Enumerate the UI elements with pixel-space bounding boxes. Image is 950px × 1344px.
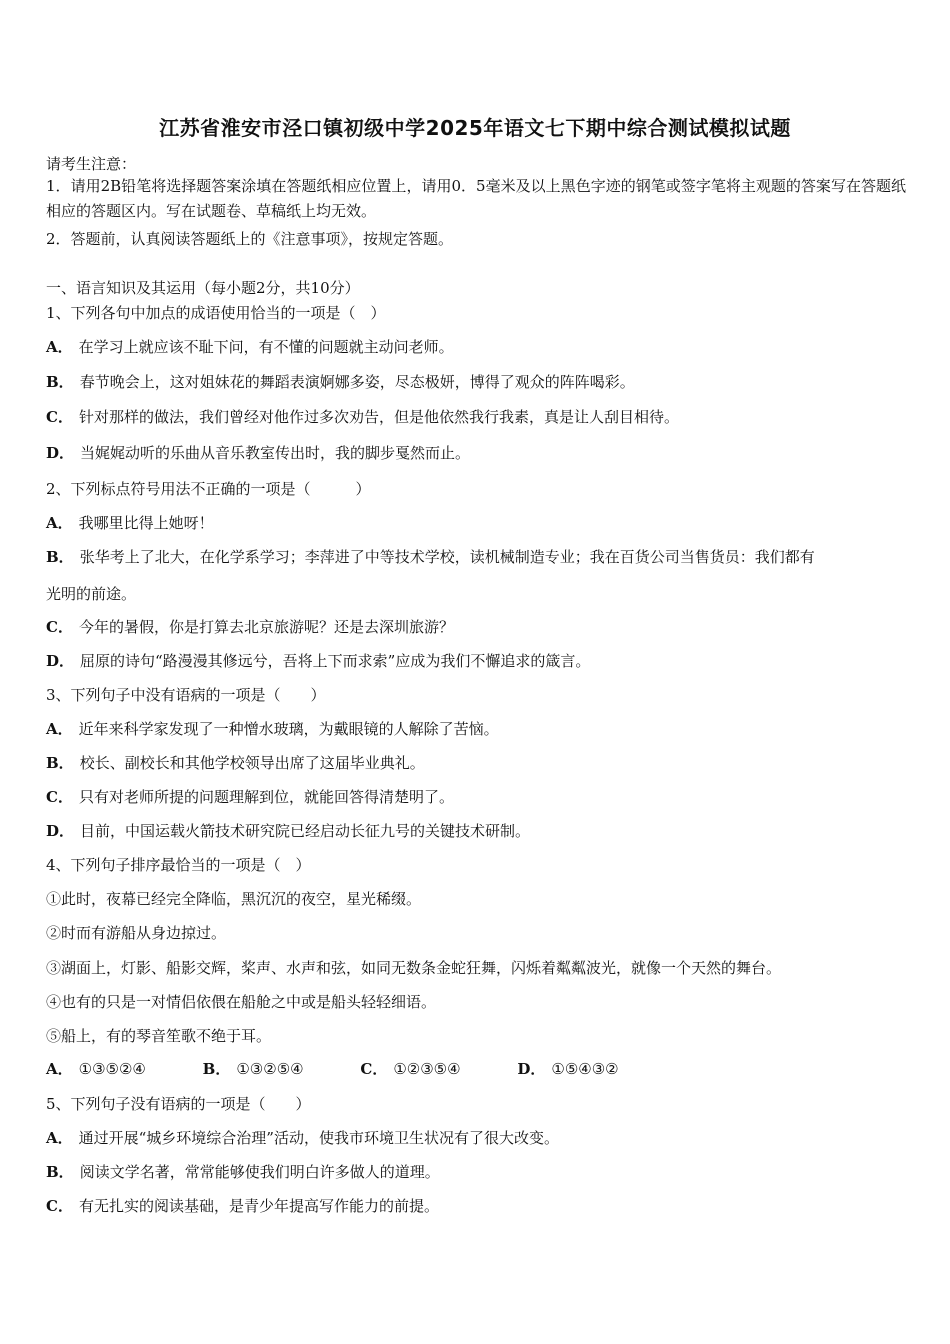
option-text: 屈原的诗句“路漫漫其修远兮，吾将上下而求索”应成为我们不懈追求的箴言。	[80, 652, 591, 670]
question-1-option-b	[46, 371, 635, 392]
option-label: B．	[46, 754, 74, 772]
option-label: C．	[46, 1197, 73, 1215]
question-1-option-c	[46, 406, 679, 427]
question-4-sentence-3: ③湖面上，灯影、船影交辉，桨声、水声和弦，如同无数条金蛇狂舞，闪烁着粼粼波光，就像一个天然的舞台。	[46, 959, 782, 977]
option-label: B．	[46, 1163, 74, 1181]
question-1-stem: 1、下列各句中加点的成语使用恰当的一项是（ ）	[46, 304, 386, 322]
option-text: 有无扎实的阅读基础，是青少年提高写作能力的前提。	[78, 1197, 439, 1215]
option-label: B．	[46, 548, 74, 566]
option-text: ①②③⑤④	[393, 1060, 461, 1078]
option-label: B．	[46, 373, 74, 391]
question-4-choices	[46, 1058, 671, 1079]
question-3-option-b	[46, 752, 425, 773]
question-1-option-d	[46, 442, 470, 463]
option-label: A．	[46, 514, 73, 532]
option-text: ①③②⑤④	[236, 1060, 304, 1078]
option-label: D．	[46, 444, 75, 462]
question-2-option-a	[46, 512, 214, 533]
question-4-sentence-1: ①此时，夜幕已经完全降临，黑沉沉的夜空，星光稀缀。	[46, 890, 422, 908]
question-3-stem: 3、下列句子中没有语病的一项是（ ）	[46, 686, 326, 704]
option-text: ①⑤④③②	[551, 1060, 619, 1078]
option-text: ①③⑤②④	[78, 1060, 146, 1078]
question-2-stem: 2、下列标点符号用法不正确的一项是（ ）	[46, 480, 371, 498]
option-label: B．	[202, 1060, 231, 1078]
question-5-option-a	[46, 1127, 559, 1148]
notice-item-1: 1．请用2B铅笔将选择题答案涂填在答题纸相应位置上，请用0．5毫米及以上黑色字迹的钢笔或签字笔将主观题的答案写在答题纸相应的答题区内。写在试题卷、草稿纸上均无效。	[46, 177, 906, 220]
option-label: C．	[360, 1060, 388, 1078]
option-label: A．	[46, 338, 73, 356]
option-text: 在学习上就应该不耻下问，有不懂的问题就主动问老师。	[78, 338, 454, 356]
option-label: D．	[517, 1060, 546, 1078]
question-1-option-a	[46, 336, 454, 357]
option-label: C．	[46, 408, 73, 426]
notice-item-2: 2．答题前，认真阅读答题纸上的《注意事项》，按规定答题。	[46, 230, 454, 248]
question-2-option-b-continued: 光明的前途。	[46, 585, 137, 603]
question-5-stem: 5、下列句子没有语病的一项是（ ）	[46, 1095, 311, 1113]
option-label: C．	[46, 788, 73, 806]
question-4-option-c	[360, 1058, 460, 1079]
question-5-option-b	[46, 1161, 440, 1182]
option-text: 通过开展“城乡环境综合治理”活动，使我市环境卫生状况有了很大改变。	[78, 1129, 559, 1147]
question-2-option-c	[46, 616, 454, 637]
question-4-sentence-5: ⑤船上，有的琴音笙歌不绝于耳。	[46, 1027, 272, 1045]
option-text: 今年的暑假，你是打算去北京旅游呢？还是去深圳旅游？	[78, 618, 454, 636]
page-title: 江苏省淮安市泾口镇初级中学2025年语文七下期中综合测试模拟试题	[159, 116, 791, 140]
option-label: A．	[46, 720, 73, 738]
option-text: 我哪里比得上她呀！	[78, 514, 214, 532]
notice-heading: 请考生注意：	[46, 155, 137, 173]
question-4-sentence-2: ②时而有游船从身边掠过。	[46, 924, 227, 942]
question-2-option-b	[46, 546, 815, 567]
question-4-sentence-4: ④也有的只是一对情侣依偎在船舱之中或是船头轻轻细语。	[46, 993, 437, 1011]
question-3-option-c	[46, 786, 454, 807]
option-label: D．	[46, 652, 75, 670]
question-3-option-d	[46, 820, 530, 841]
question-3-option-a	[46, 718, 499, 739]
option-text: 目前，中国运载火箭技术研究院已经启动长征九号的关键技术研制。	[80, 822, 531, 840]
option-text: 近年来科学家发现了一种憎水玻璃，为戴眼镜的人解除了苦恼。	[78, 720, 499, 738]
question-4-option-d	[517, 1058, 618, 1079]
option-text: 阅读文学名著，常常能够使我们明白许多做人的道理。	[79, 1163, 440, 1181]
option-label: A．	[46, 1129, 73, 1147]
option-text: 春节晚会上，这对姐妹花的舞蹈表演婀娜多姿，尽态极妍，博得了观众的阵阵喝彩。	[79, 373, 635, 391]
question-4-stem: 4、下列句子排序最恰当的一项是（ ）	[46, 856, 311, 874]
option-text: 张华考上了北大，在化学系学习；李萍进了中等技术学校，读机械制造专业；我在百货公司当售货员：我们都有	[79, 548, 815, 566]
question-2-option-d	[46, 650, 590, 671]
question-4-option-b	[203, 1058, 304, 1079]
option-text: 校长、副校长和其他学校领导出席了这届毕业典礼。	[79, 754, 425, 772]
question-4-option-a	[46, 1058, 146, 1079]
option-label: A．	[46, 1060, 73, 1078]
option-label: C．	[46, 618, 73, 636]
option-label: D．	[46, 822, 75, 840]
option-text: 针对那样的做法，我们曾经对他作过多次劝告，但是他依然我行我素，真是让人刮目相待。	[78, 408, 679, 426]
option-text: 只有对老师所提的问题理解到位，就能回答得清楚明了。	[78, 788, 454, 806]
section-heading: 一、语言知识及其运用（每小题2分，共10分）	[46, 279, 360, 297]
question-5-option-c	[46, 1195, 439, 1216]
option-text: 当娓娓动听的乐曲从音乐教室传出时，我的脚步戛然而止。	[80, 444, 471, 462]
